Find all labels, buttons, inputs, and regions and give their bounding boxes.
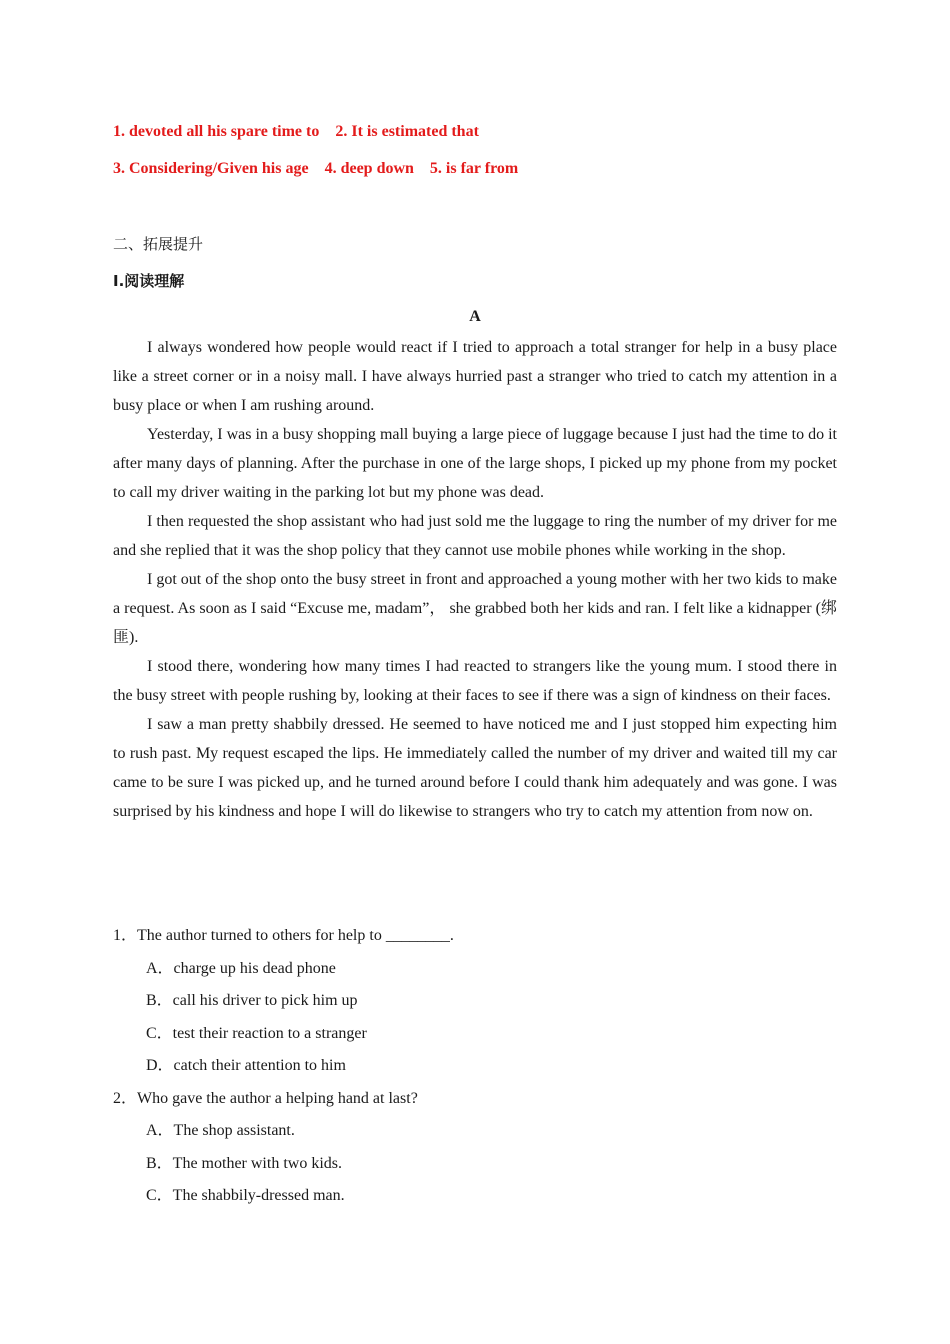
question-1-option-c: C．test their reaction to a stranger [146,1024,367,1042]
question-1-option-b: B．call his driver to pick him up [146,992,358,1009]
section-heading-reading: I.阅读理解 [113,272,185,290]
question-2-stem: 2．Who gave the author a helping hand at last? [113,1089,418,1107]
answer-line-1: 1. devoted all his spare time to 2. It is estimated that [113,123,479,140]
passage-paragraph: I saw a man pretty shabbily dressed. He seemed to have noticed me and I just stopped him expecting him to rush past. My request escaped the lips. He immediately called the number of my driver and waited till my car came to be sure I was picked up, and he turned around before I could thank him adequately and was gone. I was surprised by his kindness and hope I will do likewise to strangers who try to catch my attention from now on. [113,716,837,820]
passage-paragraph: I stood there, wondering how many times I had reacted to strangers like the young mum. I stood there in the busy street with people rushing by, looking at their faces to see if there was a sign of kindness on their faces. [113,658,837,704]
reading-passage [113,333,837,826]
answer-line-2: 3. Considering/Given his age 4. deep down 5. is far from [113,160,519,177]
passage-paragraph: I then requested the shop assistant who had just sold me the luggage to ring the number of my driver for me and she replied that it was the shop policy that they cannot use mobile phones while working in the shop. [113,513,837,559]
question-list [113,920,837,1213]
question-2-option-b: B．The mother with two kids. [146,1154,342,1172]
passage-paragraph: I got out of the shop onto the busy street in front and approached a young mother with her two kids to make a request. As soon as I said “Excuse me, madam”， she grabbed both her kids and ran. I felt like a kidnapper (绑匪). [113,571,837,646]
passage-title: A [469,308,481,325]
question-2-option-a: A．The shop assistant. [146,1122,295,1139]
question-1-option-d: D．catch their attention to him [146,1057,346,1074]
question-1-stem: 1．The author turned to others for help to ________. [113,927,454,944]
question-2-option-c: C．The shabbily-dressed man. [146,1187,345,1204]
question-1-option-a: A．charge up his dead phone [146,959,336,977]
answer-key [113,118,837,192]
section-heading-extension: 二、拓展提升 [113,235,204,253]
passage-paragraph: I always wondered how people would react if I tried to approach a total stranger for help in a busy place like a street corner or in a noisy mall. I have always hurried past a stranger who tried to catch my attention in a busy place or when I am rushing around. [113,339,837,414]
passage-paragraph: Yesterday, I was in a busy shopping mall buying a large piece of luggage because I just had the time to do it after many days of planning. After the purchase in one of the large shops, I picked up my phone from my pocket to call my driver waiting in the parking lot but my phone was dead. [113,426,837,501]
